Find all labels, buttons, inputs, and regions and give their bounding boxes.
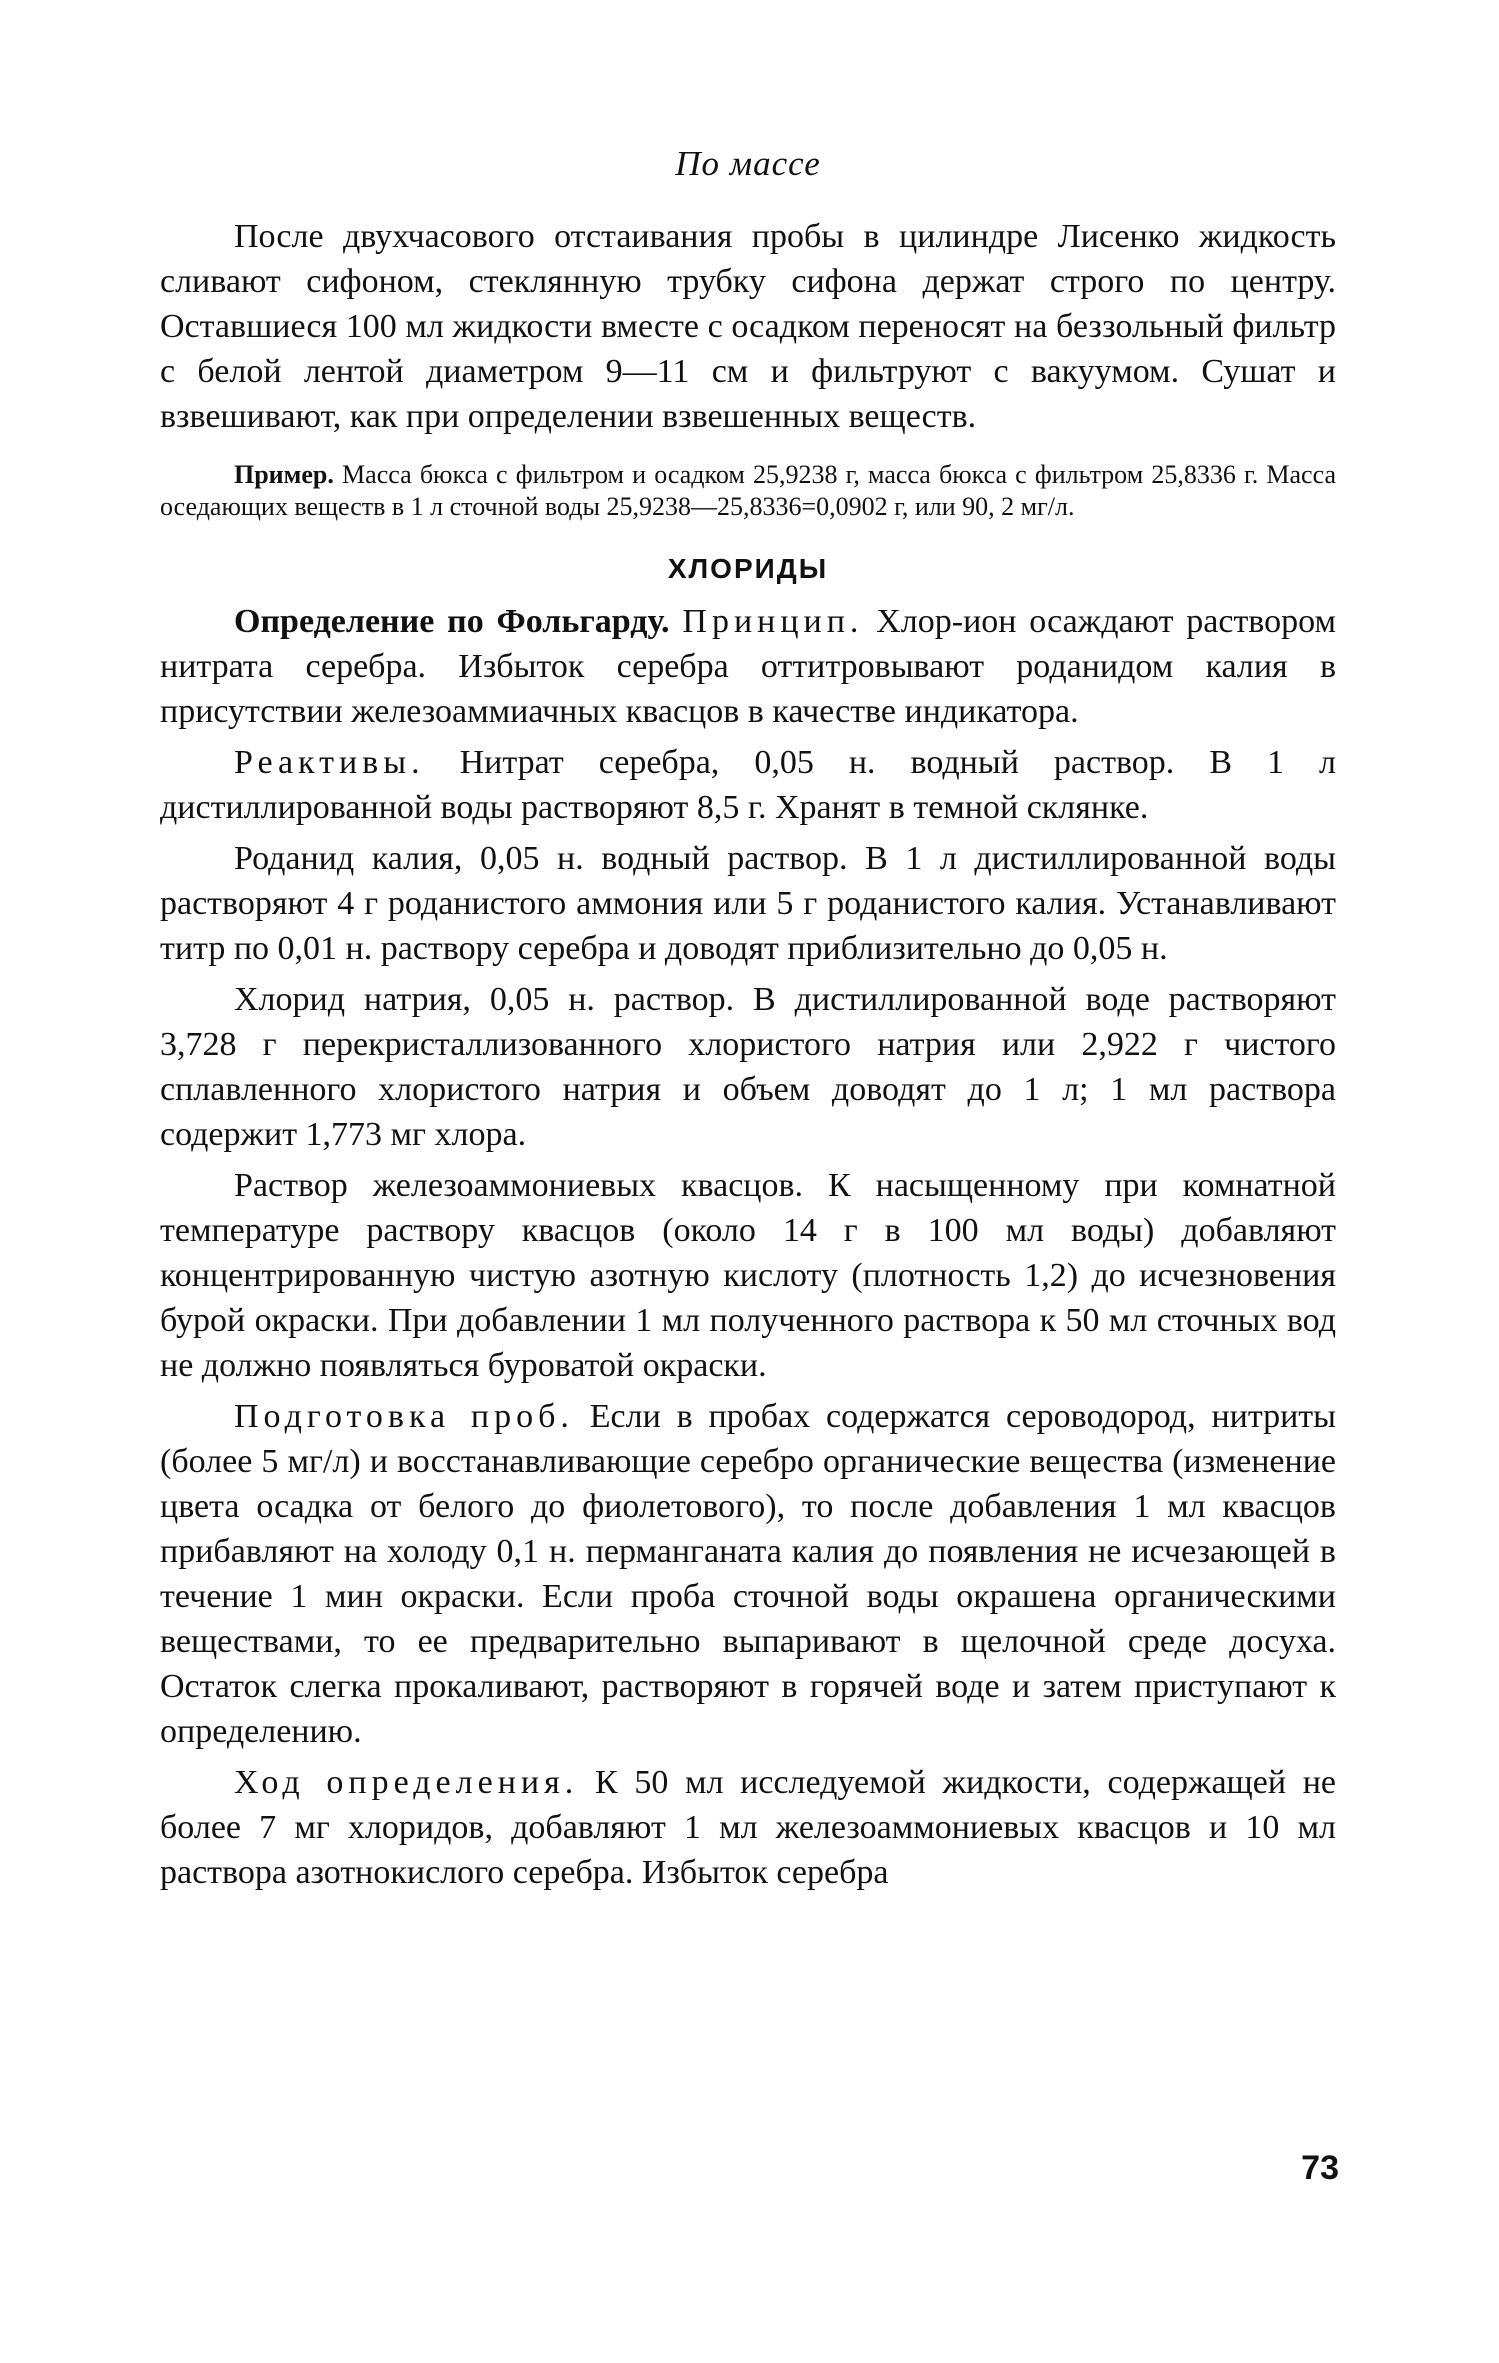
example-lead: Пример. [234,460,334,489]
page-number: 73 [1301,2149,1339,2187]
principle-lead: Определение по Фольгарду. [234,603,670,640]
reagents-text: Нитрат серебра, 0,05 н. водный раствор. В 1 л дистиллированной воды растворяют 8,5 г. Хранят в темной склянке. [160,744,1336,826]
paragraph-procedure [160,1760,1336,1895]
subsection-heading: По массе [675,144,821,183]
paragraph-preparation [160,1394,1336,1754]
paragraph-principle [160,599,1336,734]
paragraph-alum: Раствор железоаммониевых квасцов. К насыщенному при комнатной температуре раствору квасцов (около 14 г в 100 мл воды) добавляют концентрированную чистую азотную кислоту (плотность 1,2) до исчезновения бурой окраски. При добавлении 1 мл полученного раствора к 50 мл сточных вод не должно появляться буроватой окраски. [160,1167,1336,1384]
paragraph-rhodanide: Роданид калия, 0,05 н. водный раствор. В 1 л дистиллированной воды растворяют 4 г роданистого аммония или 5 г роданистого калия. Устанавливают титр по 0,01 н. раствору серебра и доводят приблизительно до 0,05 н. [160,840,1336,967]
section-title: ХЛОРИДЫ [667,553,829,584]
procedure-label: Ход определения. [234,1764,579,1801]
preparation-label: Подготовка проб. [234,1398,574,1435]
paragraph-reagents [160,740,1336,830]
reagents-label: Реактивы. [234,744,425,781]
example-text: Масса бюкса с фильтром и осадком 25,9238 г, масса бюкса с фильтром 25,8336 г. Масса оседающих веществ в 1 л сточной воды 25,9238—25,8336=0,0902 г, или 90, 2 мг/л. [160,460,1336,521]
example-paragraph [160,459,1336,523]
paragraph-sodium-chloride: Хлорид натрия, 0,05 н. раствор. В дистиллированной воде растворяют 3,728 г перекристаллизованного хлористого натрия или 2,922 г чистого сплавленного хлористого натрия и объем доводят до 1 л; 1 мл раствора содержит 1,773 мг хлора. [160,981,1336,1153]
paragraph-mass: После двухчасового отстаивания пробы в цилиндре Лисенко жидкость сливают сифоном, стеклянную трубку сифона держат строго по центру. Оставшиеся 100 мл жидкости вместе с осадком переносят на беззольный фильтр с белой лентой диаметром 9—11 см и фильтруют с вакуумом. Сушат и взвешивают, как при определении взвешенных веществ. [160,218,1336,435]
principle-text: Хлор-ион осаждают раствором нитрата серебра. Избыток серебра оттитровывают роданидом калия в присутствии железоаммиачных квасцов в качестве индикатора. [160,603,1336,730]
page-content [160,130,1336,1895]
procedure-text: К 50 мл исследуемой жидкости, содержащей не более 7 мг хлоридов, добавляют 1 мл железоаммониевых квасцов и 10 мл раствора азотнокислого серебра. Избыток серебра [160,1764,1337,1891]
principle-label: Принцип. [682,603,864,640]
preparation-text: Если в пробах содержатся сероводород, нитриты (более 5 мг/л) и восстанавливающие серебро органические вещества (изменение цвета осадка от белого до фиолетового), то после добавления 1 мл квасцов прибавляют на холоду 0,1 н. перманганата калия до появления не исчезающей в течение 1 мин окраски. Если проба сточной воды окрашена органическими веществами, то ее предварительно выпаривают в щелочной среде досуха. Остаток слегка прокаливают, растворяют в горячей воде и затем приступают к определению. [160,1398,1337,1750]
